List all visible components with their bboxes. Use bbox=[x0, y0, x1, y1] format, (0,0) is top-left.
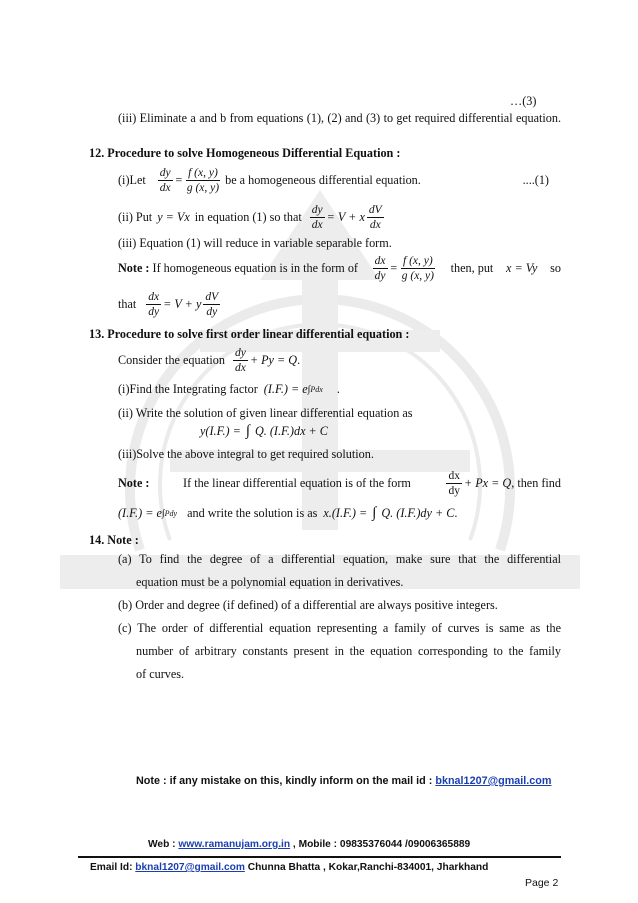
dy-dx-fraction: $\frac{dy}{dx}$ bbox=[159, 166, 171, 194]
section-12-note: Note : If homogeneous equation is in the form of $\frac{dx}{dy}$ = $\frac{f (x, y)}{g (x, y)}$ then, put x = Vy so bbox=[118, 254, 561, 282]
footer-divider bbox=[78, 856, 561, 858]
section-12-heading: 12. Procedure to solve Homogeneous Differential Equation : bbox=[89, 146, 401, 160]
step-13-ii: (ii) Write the solution of given linear differential equation as bbox=[118, 406, 413, 420]
section-13-heading: 13. Procedure to solve first order linear differential equation : bbox=[89, 327, 410, 341]
step-12-i-label: (i)Let bbox=[118, 172, 146, 187]
note-14-c-cont: number of arbitrary constants present in the equation corresponding to the family bbox=[136, 644, 561, 658]
website-link[interactable]: www.ramanujam.org.in bbox=[178, 839, 291, 850]
step-12-ii: (ii) Put y = Vx in equation (1) so that $\frac{dy}{dx}$ = V + x $\frac{dV}{dx}$ bbox=[118, 203, 382, 231]
solution-formula: y(I.F.) = ∫ Q. (I.F.)dx + C bbox=[200, 423, 328, 439]
note-14-c: (c) The order of differential equation representing a family of curves is same as the bbox=[118, 621, 561, 635]
section-14-heading: 14. Note : bbox=[89, 533, 139, 547]
note-14-c-cont2: of curves. bbox=[136, 667, 185, 681]
step-iii-eliminate: (iii) Eliminate a and b from equations (1), (2) and (3) to get required differential equation. bbox=[118, 111, 561, 125]
equation-tag-3: …(3) bbox=[510, 94, 537, 108]
section-13-note-cont: (I.F.) = e ∫Pdy and write the solution is as x.(I.F.) = ∫ Q. (I.F.)dy + C . bbox=[118, 505, 458, 521]
page-number: Page 2 bbox=[525, 877, 559, 889]
section-13-note: Note : If the linear differential equation is of the form $\frac{dx}{dy}$ + Px = Q , then find bbox=[118, 469, 561, 497]
step-12-iii: (iii) Equation (1) will reduce in variable separable form. bbox=[118, 236, 392, 250]
step-13-i: (i)Find the Integrating factor (I.F.) = e ∫Pdx . bbox=[118, 382, 340, 396]
note-label: Note : bbox=[118, 260, 150, 275]
equation-tag-1: ....(1) bbox=[522, 172, 549, 187]
footer-web-line: Web : www.ramanujam.org.in , Mobile : 09835376044 /09006365889 bbox=[148, 839, 471, 850]
step-12-i-text: be a homogeneous differential equation. bbox=[225, 172, 421, 187]
step-13-consider: Consider the equation $\frac{dy}{dx}$ + Py = Q . bbox=[118, 346, 301, 374]
note-14-a-cont: equation must be a polynomial equation in derivatives. bbox=[136, 575, 404, 589]
step-12-i: (i)Let $\frac{dy}{dx}$ = $\frac{f (x, y)}{g (x, y)}$ be a homogeneous differential equation. ....(1) bbox=[118, 166, 549, 194]
note-14-b: (b) Order and degree (if defined) of a differential are always positive integers. bbox=[118, 598, 498, 612]
note-14-a: (a) To find the degree of a differential equation, make sure that the differential bbox=[118, 552, 561, 566]
f-over-g-fraction: $\frac{f (x, y)}{g (x, y)}$ bbox=[186, 166, 220, 194]
footer-email-link[interactable]: bknal1207@gmail.com bbox=[135, 862, 245, 873]
footer-email-line: Email Id: bknal1207@gmail.com Chunna Bhatta , Kokar,Ranchi-834001, Jharkhand bbox=[90, 862, 489, 873]
section-12-note-cont: that $\frac{dx}{dy}$ = V + y $\frac{dV}{dy}$ bbox=[118, 290, 219, 318]
mail-note: Note : if any mistake on this, kindly inform on the mail id : bknal1207@gmail.com bbox=[136, 775, 552, 787]
step-13-iii: (iii)Solve the above integral to get required solution. bbox=[118, 447, 374, 461]
mail-note-email-link[interactable]: bknal1207@gmail.com bbox=[435, 775, 552, 787]
